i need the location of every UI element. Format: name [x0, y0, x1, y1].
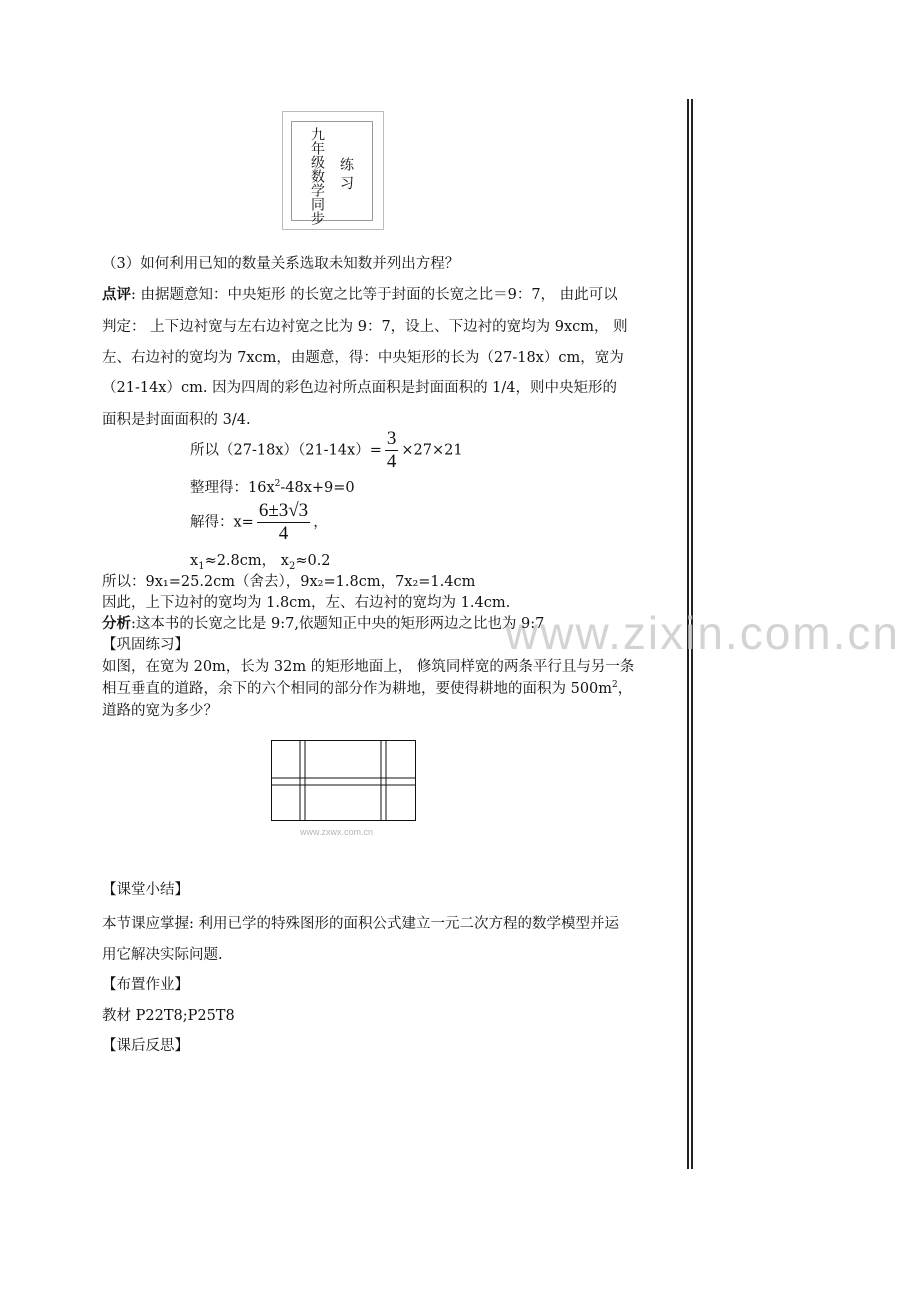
equation-2	[190, 476, 355, 497]
root-1-var: x	[190, 553, 199, 569]
header-box-inner	[291, 121, 373, 221]
roots-line	[190, 549, 331, 572]
comment-label: 点评	[102, 287, 131, 303]
root-2-value: ≈0.2	[295, 553, 331, 569]
comment-line-5: 面积是封面面积的 3/4.	[102, 412, 251, 428]
practice-line-1: 如图，在宽为 20m，长为 32m 的矩形地面上， 修筑同样宽的两条平行且与另一条	[102, 659, 635, 675]
comment-line-1	[102, 283, 618, 304]
homework-title: 【布置作业】	[102, 977, 189, 993]
road-diagram	[270, 739, 418, 823]
root-2-var: x	[280, 553, 289, 569]
analysis-text: :这本书的长宽之比是 9:7,依题知正中央的矩形两边之比也为 9:7	[131, 616, 545, 632]
comment-line-3: 左、右边衬的宽均为 7xcm，由题意，得：中央矩形的长为（27-18x）cm，宽为	[102, 350, 624, 366]
equation-1-prefix: 所以（27-18x）（21-14x）=	[190, 442, 382, 459]
root-1-sub: 1	[198, 560, 205, 572]
analysis-line	[102, 612, 544, 633]
practice-title: 【巩固练习】	[102, 637, 189, 653]
therefore-line: 因此，上下边衬的宽均为 1.8cm，左、右边衬的宽均为 1.4cm.	[102, 595, 511, 611]
practice-line-2-end: ，	[617, 681, 633, 697]
equation-1	[190, 428, 463, 473]
watermark: www.zixin.com.cn	[505, 607, 900, 659]
equation-2-prefix: 整理得：16x	[190, 480, 275, 496]
equation-3-suffix: ，	[313, 514, 328, 531]
summary-title: 【课堂小结】	[102, 882, 189, 898]
summary-line-1: 本节课应掌握: 利用已学的特殊图形的面积公式建立一元二次方程的数学模型并运	[102, 916, 619, 932]
equation-3-numerator: 6±3√3	[258, 500, 309, 521]
practice-line-2-text: 相互垂直的道路，余下的六个相同的部分作为耕地，要使得耕地的面积为 500m	[102, 681, 613, 697]
reflection-title: 【课后反思】	[102, 1038, 189, 1054]
equation-3	[190, 500, 328, 545]
homework-text: 教材 P22T8;P25T8	[102, 1008, 235, 1024]
question-3: （3）如何利用已知的数量关系选取未知数并列出方程？	[102, 256, 460, 272]
equation-1-fraction	[385, 428, 399, 473]
equation-1-suffix: ×27×21	[401, 442, 463, 459]
equation-2-suffix: -48x+9=0	[280, 480, 355, 496]
equation-3-prefix: 解得：x=	[190, 514, 254, 531]
comment-line-4: （21-14x）cm. 因为四周的彩色边衬所点面积是封面面积的 1/4，则中央矩形的	[102, 380, 618, 396]
header-box-grade: 九年级数学同步	[309, 127, 325, 225]
equation-2-exponent: 2	[274, 479, 281, 490]
comment-text-1: : 由据题意知：中央矩形 的长宽之比等于封面的长宽之比＝9：7， 由此可以	[131, 287, 618, 303]
header-box-practice: 练 习	[338, 157, 354, 190]
equation-3-fraction	[257, 500, 310, 545]
practice-line-2	[102, 677, 632, 698]
root-1-value: ≈2.8cm，	[204, 553, 277, 569]
equation-1-numerator: 3	[386, 428, 397, 449]
field-outline	[272, 741, 416, 821]
watermark-small: www.zxwx.com.cn	[300, 827, 374, 837]
practice-line-3: 道路的宽为多少？	[102, 703, 218, 719]
root-2-sub: 2	[288, 560, 296, 572]
summary-line-2: 用它解决实际问题.	[102, 947, 223, 963]
so-line: 所以：9x₁=25.2cm（舍去），9x₂=1.8cm，7x₂=1.4cm	[102, 574, 476, 590]
analysis-label: 分析	[102, 616, 131, 632]
equation-3-denominator: 4	[278, 523, 289, 544]
practice-line-2-sup: 2	[612, 680, 618, 691]
equation-1-denominator: 4	[386, 451, 397, 472]
comment-line-2: 判定： 上下边衬宽与左右边衬宽之比为 9：7，设上、下边衬的宽均为 9xcm， 则	[102, 319, 628, 335]
